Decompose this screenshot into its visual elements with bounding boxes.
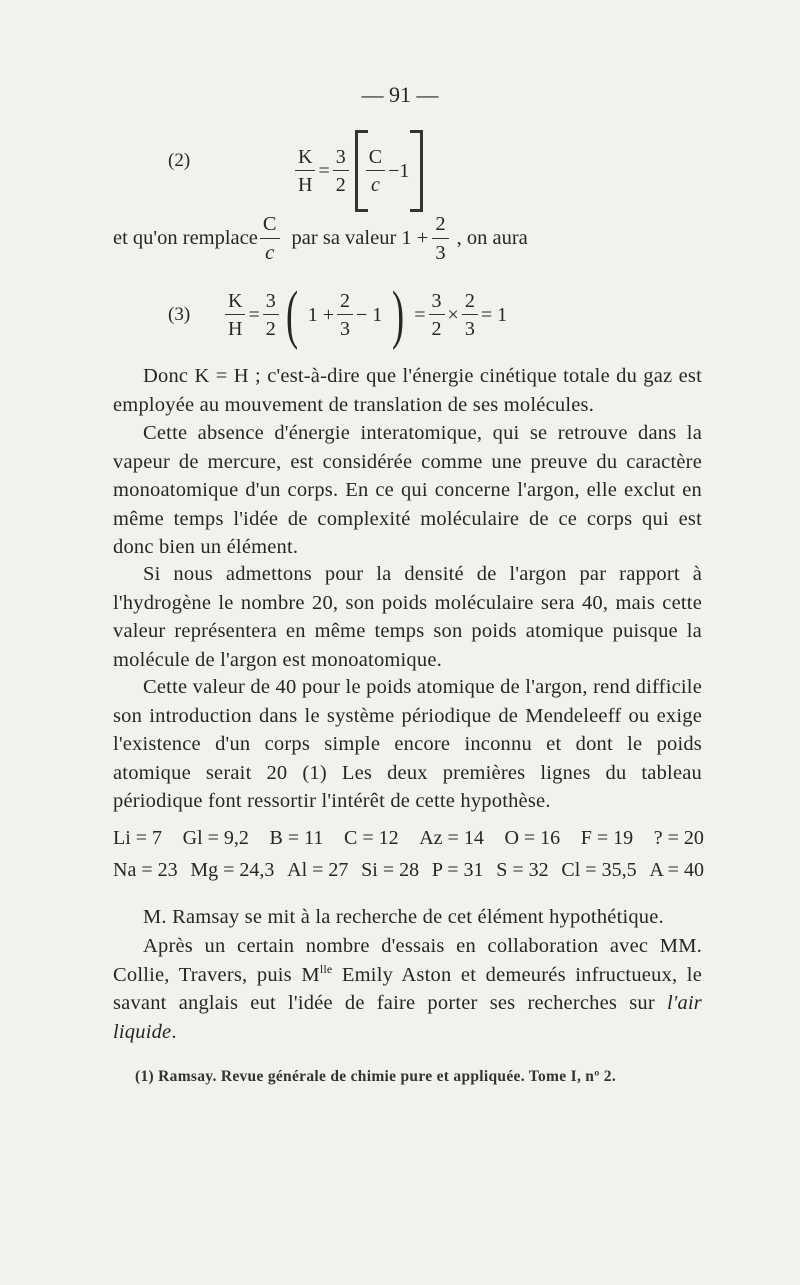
element-cell: B = 11 — [269, 827, 324, 849]
square-bracket-group: $\frac{C}{c}$ −1 — [355, 130, 424, 212]
element-cell: P = 31 — [431, 859, 484, 881]
element-cell: Na = 23 — [113, 859, 178, 881]
left-parenthesis: ( — [285, 278, 298, 351]
substitution-line: et qu'on remplace $\frac{C}{c}$ par sa valeur 1 + $\frac{2}{3}$ , on aura — [113, 213, 528, 264]
fraction-k-over-h: $\frac{K}{H}$ — [295, 147, 315, 195]
element-cell: O = 16 — [504, 827, 561, 849]
fraction-k-over-h: $\frac{K}{H}$ — [225, 291, 245, 339]
element-cell: S = 32 — [496, 859, 549, 881]
right-parenthesis: ) — [392, 278, 405, 351]
paragraph-ramsay: M. Ramsay se mit à la recherche de cet élément hypothétique. — [143, 906, 664, 928]
equation-3-label: (3) — [168, 304, 191, 325]
fraction-3-over-2: $\frac{3}{2}$ — [263, 291, 279, 339]
equation-2-label: (2) — [168, 150, 191, 171]
element-cell: F = 19 — [580, 827, 634, 849]
element-cell: Az = 14 — [419, 827, 484, 849]
periodic-row-1 — [113, 827, 704, 850]
footnote: (1) Ramsay. Revue générale de chimie pure et appliquée. Tome I, nº 2. — [135, 1068, 617, 1085]
paragraph-donc: Donc K = H ; c'est-à-dire que l'énergie cinétique totale du gaz est employée au mouvement de translation de ses molécules. — [113, 365, 702, 416]
element-cell: C = 12 — [344, 827, 399, 849]
element-cell: ? = 20 — [653, 827, 704, 849]
element-cell: Cl = 35,5 — [561, 859, 637, 881]
element-cell: Mg = 24,3 — [190, 859, 275, 881]
page-number: — 91 — — [361, 82, 439, 107]
italic-air-liquide: l'air liquide — [113, 992, 702, 1043]
element-cell: Si = 28 — [361, 859, 420, 881]
fraction-3-over-2: $\frac{3}{2}$ — [333, 147, 349, 195]
periodic-row-2 — [113, 859, 704, 882]
element-cell: A = 40 — [649, 859, 704, 881]
paragraph-absence: Cette absence d'énergie interatomique, qui se retrouve dans la vapeur de mercure, est considérée comme une preuve du caractère monoatomique d'un corps. En ce qui concerne l'argon, elle exclut en même temps l'idée de complexité moléculaire de ce corps qui est donc bien un élément. — [113, 422, 702, 558]
equation-3: $\frac{K}{H}$ = $\frac{3}{2}$ ( 1 + $\frac{2}{3}$ − 1 ) = $\frac{3}{2}$ × $\frac{2}{3}$ = 1 — [225, 282, 510, 348]
equation-2: $\frac{K}{H}$ = $\frac{3}{2}$ $\frac{C}{c}$ −1 — [295, 130, 423, 212]
paragraph-apres: Après un certain nombre d'essais en collaboration avec MM. Collie, Travers, puis $M^{lle}$ Emily Aston et demeurés infructueux, le savant anglais eut l'idée de faire porter ses recherches sur l'air liquide. — [113, 935, 702, 1043]
element-cell: Li = 7 — [113, 827, 163, 849]
fraction-3-over-2-b: $\frac{3}{2}$ — [429, 291, 445, 339]
element-cell: Gl = 9,2 — [182, 827, 249, 849]
paragraph-densite: Si nous admettons pour la densité de l'argon par rapport à l'hydrogène le nombre 20, son poids moléculaire sera 40, mais cette valeur représentera en même temps son poids atomique puisque la molécule de l'argon est monoatomique. — [113, 563, 702, 671]
paragraph-valeur: Cette valeur de 40 pour le poids atomique de l'argon, rend difficile son introduction dans le système périodique de Mendeleeff ou exige l'existence d'un corps simple encore inconnu et dont le poids atomique serait 20 (1) Les deux premières lignes du tableau périodique font ressortir l'intérêt de cette hypothèse. — [113, 676, 702, 812]
fraction-2-over-3: $\frac{2}{3}$ — [337, 291, 353, 339]
fraction-C-over-c: $\frac{C}{c}$ — [366, 147, 385, 195]
fraction-2-over-3-b: $\frac{2}{3}$ — [462, 291, 478, 339]
fraction-2-over-3-inline: $\frac{2}{3}$ — [432, 214, 448, 263]
element-cell: Al = 27 — [287, 859, 349, 881]
fraction-C-over-c-inline: $\frac{C}{c}$ — [260, 214, 280, 263]
